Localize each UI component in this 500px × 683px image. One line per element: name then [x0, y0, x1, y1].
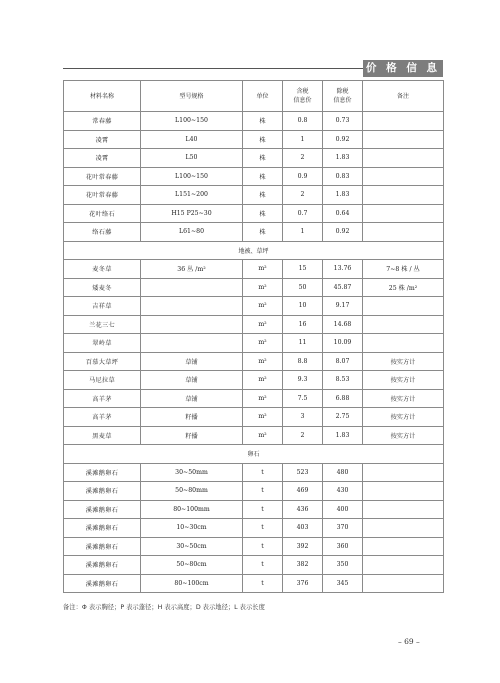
cell-material-name: 凌霄	[64, 149, 141, 168]
cell-remark: 25 株 /m²	[363, 278, 444, 297]
cell-unit: t	[243, 463, 283, 482]
cell-price-with-tax: 2	[283, 186, 323, 205]
cell-unit: m²	[243, 297, 283, 316]
cell-remark: 按实方计	[363, 371, 444, 390]
cell-material-name: 溪滩鹅卵石	[64, 500, 141, 519]
table-row	[64, 352, 444, 371]
col-spec: 型号规格	[141, 81, 243, 112]
table-row	[64, 408, 444, 427]
cell-remark: 7~8 株 / 丛	[363, 260, 444, 279]
cell-price-with-tax: 3	[283, 408, 323, 427]
cell-price-without-tax: 480	[323, 463, 363, 482]
cell-price-with-tax: 376	[283, 574, 323, 593]
table-row	[64, 482, 444, 501]
cell-spec	[141, 315, 243, 334]
table-row	[64, 519, 444, 538]
cell-remark	[363, 574, 444, 593]
cell-material-name: 翠岭草	[64, 334, 141, 353]
cell-spec: L50	[141, 149, 243, 168]
cell-price-with-tax: 1	[283, 223, 323, 242]
cell-price-with-tax: 16	[283, 315, 323, 334]
cell-remark	[363, 112, 444, 131]
cell-material-name: 吉祥草	[64, 297, 141, 316]
cell-unit: m²	[243, 278, 283, 297]
price-table	[63, 80, 444, 593]
cell-price-without-tax: 0.92	[323, 130, 363, 149]
col-material-name: 材料名称	[64, 81, 141, 112]
cell-unit: t	[243, 574, 283, 593]
cell-price-without-tax: 6.88	[323, 389, 363, 408]
cell-unit: m²	[243, 315, 283, 334]
cell-spec: 50~80mm	[141, 482, 243, 501]
cell-price-with-tax: 7.5	[283, 389, 323, 408]
table-row	[64, 500, 444, 519]
table-row	[64, 389, 444, 408]
cell-spec: 36 丛 /m²	[141, 260, 243, 279]
cell-unit: m²	[243, 408, 283, 427]
cell-price-without-tax: 13.76	[323, 260, 363, 279]
cell-price-without-tax: 0.92	[323, 223, 363, 242]
cell-price-without-tax: 10.09	[323, 334, 363, 353]
cell-unit: t	[243, 519, 283, 538]
cell-price-without-tax: 2.75	[323, 408, 363, 427]
col-price-with-tax: 含税 信息价	[283, 81, 323, 112]
cell-material-name: 溪滩鹅卵石	[64, 463, 141, 482]
cell-spec: L40	[141, 130, 243, 149]
table-row	[64, 204, 444, 223]
cell-spec	[141, 334, 243, 353]
cell-price-without-tax: 350	[323, 556, 363, 575]
cell-spec: 50~80cm	[141, 556, 243, 575]
table-row	[64, 260, 444, 279]
cell-spec: H15 P25~30	[141, 204, 243, 223]
section-title: 地被、草坪	[64, 241, 444, 260]
table-row	[64, 223, 444, 242]
cell-spec	[141, 278, 243, 297]
header-rule	[63, 68, 363, 69]
cell-price-without-tax: 9.17	[323, 297, 363, 316]
cell-material-name: 常春藤	[64, 112, 141, 131]
cell-price-with-tax: 2	[283, 426, 323, 445]
cell-remark: 按实方计	[363, 408, 444, 427]
cell-material-name: 黑麦草	[64, 426, 141, 445]
cell-price-without-tax: 345	[323, 574, 363, 593]
table-row	[64, 334, 444, 353]
cell-remark: 按实方计	[363, 426, 444, 445]
cell-price-with-tax: 8.8	[283, 352, 323, 371]
cell-unit: 株	[243, 112, 283, 131]
cell-price-without-tax: 1.83	[323, 149, 363, 168]
table-row	[64, 112, 444, 131]
cell-price-without-tax: 0.64	[323, 204, 363, 223]
page-number: – 69 –	[398, 637, 420, 646]
table-row	[64, 297, 444, 316]
section-title: 卵石	[64, 445, 444, 464]
cell-spec: 草铺	[141, 371, 243, 390]
cell-unit: 株	[243, 167, 283, 186]
table-body	[64, 112, 444, 593]
cell-price-without-tax: 360	[323, 537, 363, 556]
cell-unit: 株	[243, 204, 283, 223]
cell-remark	[363, 167, 444, 186]
cell-material-name: 花叶常春藤	[64, 167, 141, 186]
cell-unit: m²	[243, 260, 283, 279]
cell-spec: 30~50mm	[141, 463, 243, 482]
cell-price-with-tax: 523	[283, 463, 323, 482]
cell-material-name: 溪滩鹅卵石	[64, 537, 141, 556]
footnote: 备注：Φ 表示胸径；P 表示蓬径；H 表示高度；D 表示地径；L 表示长度	[63, 604, 265, 611]
cell-material-name: 溪滩鹅卵石	[64, 574, 141, 593]
cell-spec: 籽播	[141, 426, 243, 445]
cell-material-name: 高羊茅	[64, 389, 141, 408]
col-price-without-tax: 除税 信息价	[323, 81, 363, 112]
table-row	[64, 149, 444, 168]
cell-price-without-tax: 400	[323, 500, 363, 519]
table-row	[64, 130, 444, 149]
cell-remark	[363, 297, 444, 316]
cell-spec: L61~80	[141, 223, 243, 242]
cell-spec: 草铺	[141, 352, 243, 371]
cell-remark	[363, 130, 444, 149]
section-row	[64, 445, 444, 464]
cell-material-name: 络石藤	[64, 223, 141, 242]
table-row	[64, 556, 444, 575]
cell-remark	[363, 519, 444, 538]
cell-material-name: 百慕大草坪	[64, 352, 141, 371]
cell-material-name: 高羊茅	[64, 408, 141, 427]
table-row	[64, 315, 444, 334]
header-row	[64, 81, 444, 112]
cell-remark	[363, 223, 444, 242]
cell-material-name: 花叶常春藤	[64, 186, 141, 205]
cell-price-with-tax: 403	[283, 519, 323, 538]
cell-price-without-tax: 8.07	[323, 352, 363, 371]
cell-unit: 株	[243, 130, 283, 149]
cell-material-name: 矮麦冬	[64, 278, 141, 297]
cell-price-without-tax: 0.73	[323, 112, 363, 131]
table-row	[64, 186, 444, 205]
cell-spec: L100~150	[141, 112, 243, 131]
table-row	[64, 574, 444, 593]
cell-unit: 株	[243, 149, 283, 168]
cell-price-with-tax: 0.7	[283, 204, 323, 223]
table-row	[64, 167, 444, 186]
cell-remark	[363, 463, 444, 482]
cell-unit: m²	[243, 352, 283, 371]
cell-unit: 株	[243, 186, 283, 205]
cell-price-with-tax: 2	[283, 149, 323, 168]
cell-material-name: 兰花三七	[64, 315, 141, 334]
cell-remark	[363, 334, 444, 353]
cell-spec: 草铺	[141, 389, 243, 408]
cell-spec: 30~50cm	[141, 537, 243, 556]
cell-price-with-tax: 0.9	[283, 167, 323, 186]
cell-price-without-tax: 370	[323, 519, 363, 538]
cell-unit: m²	[243, 371, 283, 390]
cell-price-with-tax: 11	[283, 334, 323, 353]
cell-material-name: 溪滩鹅卵石	[64, 519, 141, 538]
table-row	[64, 463, 444, 482]
cell-remark	[363, 204, 444, 223]
cell-price-with-tax: 382	[283, 556, 323, 575]
cell-price-without-tax: 430	[323, 482, 363, 501]
cell-price-without-tax: 1.83	[323, 426, 363, 445]
table-row	[64, 537, 444, 556]
cell-material-name: 麦冬草	[64, 260, 141, 279]
cell-price-with-tax: 1	[283, 130, 323, 149]
cell-remark: 按实方计	[363, 389, 444, 408]
cell-material-name: 溪滩鹅卵石	[64, 482, 141, 501]
cell-remark	[363, 149, 444, 168]
cell-price-with-tax: 10	[283, 297, 323, 316]
table-row	[64, 278, 444, 297]
cell-material-name: 凌霄	[64, 130, 141, 149]
cell-material-name: 花叶络石	[64, 204, 141, 223]
table-header	[64, 81, 444, 112]
cell-spec: L100~150	[141, 167, 243, 186]
cell-remark	[363, 500, 444, 519]
cell-spec: 籽播	[141, 408, 243, 427]
cell-unit: m²	[243, 334, 283, 353]
cell-price-with-tax: 9.3	[283, 371, 323, 390]
cell-material-name: 溪滩鹅卵石	[64, 556, 141, 575]
cell-spec: 80~100cm	[141, 574, 243, 593]
cell-price-with-tax: 15	[283, 260, 323, 279]
cell-unit: m²	[243, 389, 283, 408]
section-banner: 价 格 信 息	[363, 60, 443, 77]
col-remark: 备注	[363, 81, 444, 112]
cell-price-without-tax: 1.83	[323, 186, 363, 205]
cell-unit: t	[243, 482, 283, 501]
cell-price-with-tax: 50	[283, 278, 323, 297]
cell-price-without-tax: 8.53	[323, 371, 363, 390]
cell-price-without-tax: 45.87	[323, 278, 363, 297]
cell-spec: L151~200	[141, 186, 243, 205]
cell-remark	[363, 186, 444, 205]
cell-spec: 10~30cm	[141, 519, 243, 538]
cell-price-with-tax: 0.8	[283, 112, 323, 131]
cell-remark	[363, 556, 444, 575]
cell-price-with-tax: 392	[283, 537, 323, 556]
cell-price-without-tax: 14.68	[323, 315, 363, 334]
cell-spec	[141, 297, 243, 316]
cell-remark	[363, 537, 444, 556]
cell-price-without-tax: 0.83	[323, 167, 363, 186]
cell-unit: t	[243, 537, 283, 556]
table-row	[64, 371, 444, 390]
cell-remark	[363, 482, 444, 501]
cell-price-with-tax: 469	[283, 482, 323, 501]
cell-unit: 株	[243, 223, 283, 242]
cell-remark	[363, 315, 444, 334]
cell-material-name: 马尼拉草	[64, 371, 141, 390]
cell-price-with-tax: 436	[283, 500, 323, 519]
cell-unit: m²	[243, 426, 283, 445]
table-row	[64, 426, 444, 445]
cell-unit: t	[243, 556, 283, 575]
col-unit: 单位	[243, 81, 283, 112]
cell-spec: 80~100mm	[141, 500, 243, 519]
section-row	[64, 241, 444, 260]
cell-unit: t	[243, 500, 283, 519]
cell-remark: 按实方计	[363, 352, 444, 371]
